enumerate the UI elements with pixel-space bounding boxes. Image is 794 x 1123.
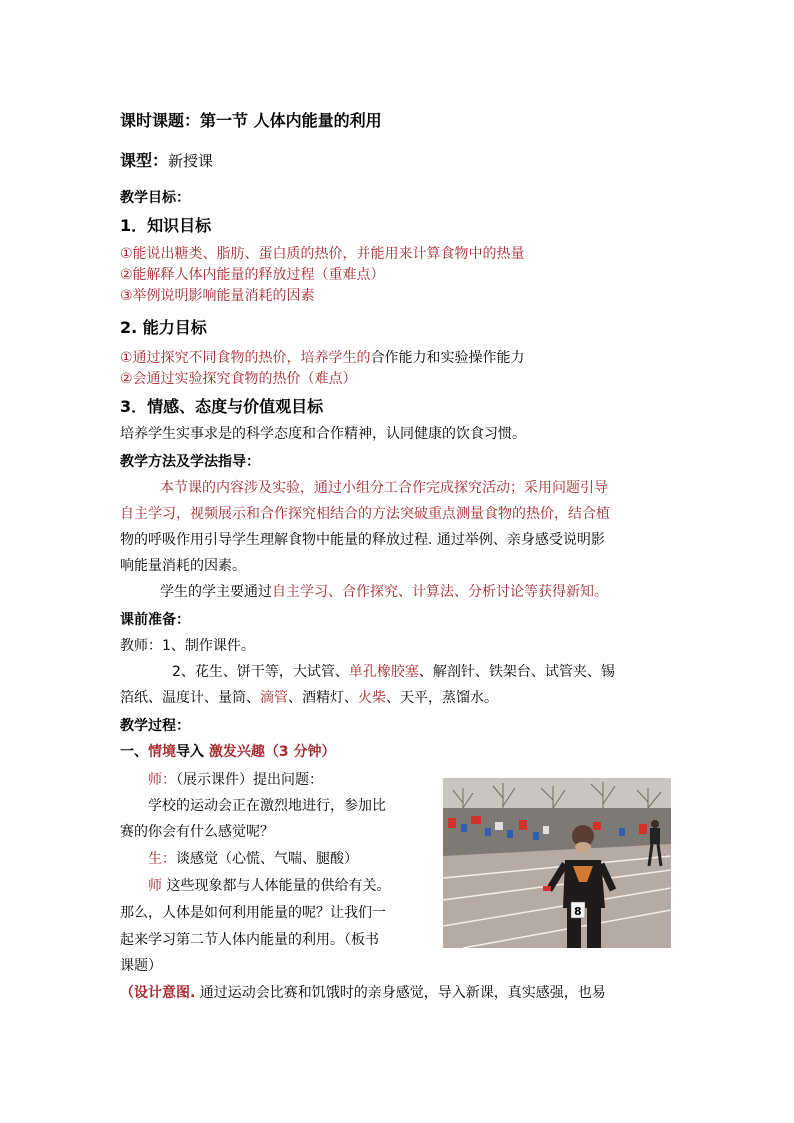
teacher-text-2: 这些现象都与人体能量的供给有关。 [162, 878, 391, 894]
lesson-type-value: 新授课 [168, 152, 214, 170]
teacher-line-4: 起来学习第二节人体内能量的利用。（板书 [120, 932, 379, 948]
prep-line-3-e: 、天平，蒸馏水。 [386, 690, 498, 706]
methods-line-1: 本节课的内容涉及实验，通过小组分工合作完成探究活动；采用问题引导 [160, 480, 608, 496]
section-1-heading [120, 741, 336, 761]
process-heading: 教学过程： [120, 718, 190, 734]
student-line [148, 848, 358, 868]
teacher-line-3: 那么，人体是如何利用能量的呢？让我们一 [120, 905, 386, 921]
prep-line-2 [172, 661, 615, 681]
prep-line-1: 教师：1、制作课件。 [120, 638, 255, 654]
teacher-label-1: 师： [148, 772, 176, 788]
design-intent-label: （设计意图. [120, 985, 196, 1001]
section-1-intro: 导入 [176, 744, 209, 760]
ability-heading: 2. 能力目标 [120, 318, 207, 337]
knowledge-item-2: ②能解释人体内能量的释放过程（重难点） [120, 267, 385, 283]
question-line-1: 学校的运动会正在激烈地进行，参加比 [148, 798, 386, 814]
sports-meet-illustration [443, 778, 671, 948]
methods-line-2: 自主学习，视频展示和合作探究相结合的方法突破重点测量食物的热价，结合植 [120, 506, 610, 522]
methods-line-5-red: 自主学习、合作探究、计算法、分析讨论等获得新知。 [272, 584, 608, 600]
prep-heading: 课前准备： [120, 612, 190, 628]
emotion-heading: 3．情感、态度与价值观目标 [120, 397, 324, 416]
teacher-line-1 [148, 769, 323, 789]
sports-meet-photo [443, 778, 671, 948]
prep-line-3-d: 火柴 [358, 690, 386, 706]
methods-line-5-pre: 学生的学主要通过 [160, 584, 272, 600]
teacher-line-2 [148, 875, 390, 895]
ability-item-1 [120, 347, 525, 367]
lesson-type-label: 课型： [120, 151, 169, 170]
section-1-prefix: 一、 [120, 744, 148, 760]
methods-line-3: 物的呼吸作用引导学生理解食物中能量的释放过程. 通过举例、亲身感受说明影 [120, 532, 605, 548]
methods-line-4: 响能量消耗的因素。 [120, 558, 246, 574]
design-intent-text: 通过运动会比赛和饥饿时的亲身感觉，导入新课，真实感强，也易 [195, 985, 606, 1001]
lesson-title: 课时课题：第一节 人体内能量的利用 [120, 111, 382, 130]
prep-line-3-a: 箔纸、温度计、量筒、 [120, 690, 260, 706]
methods-heading: 教学方法及学法指导： [120, 454, 260, 470]
knowledge-item-3: ③举例说明影响能量消耗的因素 [120, 288, 315, 304]
bib-number: 8 [574, 905, 582, 918]
prep-line-2-a: 2、花生、饼干等，大试管、 [172, 664, 349, 680]
prep-line-3-c: 、酒精灯、 [288, 690, 358, 706]
objectives-heading: 教学目标： [120, 190, 190, 206]
ability-item-1-pre: ①通过探究不同食物的热价，培养学生的 [120, 350, 371, 366]
prep-line-3-b: 滴管 [260, 690, 288, 706]
section-1-interest: 激发兴趣（3 分钟） [208, 744, 336, 760]
teacher-label-2: 师 [148, 878, 162, 894]
design-intent [120, 982, 606, 1002]
question-line-2: 赛的你会有什么感觉呢？ [120, 824, 274, 840]
knowledge-heading: 1．知识目标 [120, 216, 212, 235]
student-label: 生： [148, 851, 176, 867]
ability-item-2: ②会通过实验探究食物的热价（难点） [120, 371, 357, 387]
prep-line-3 [120, 687, 498, 707]
prep-line-2-b: 单孔橡胶塞 [348, 664, 419, 680]
student-text: 谈感觉（心慌、气喘、腿酸） [176, 851, 358, 867]
knowledge-item-1: ①能说出糖类、脂肪、蛋白质的热价，并能用来计算食物中的热量 [120, 246, 525, 262]
section-1-situation: 情境 [148, 744, 176, 760]
prep-line-2-c: 、解剖针、铁架台、试管夹、锡 [418, 664, 615, 680]
lesson-type [120, 148, 213, 171]
teacher-text-1: （展示课件）提出问题： [176, 772, 323, 788]
ability-item-1-red: 合作能力和实验操作能力 [370, 350, 525, 366]
emotion-text: 培养学生实事求是的科学态度和合作精神，认同健康的饮食习惯。 [120, 426, 526, 442]
teacher-line-5: 课题） [120, 958, 162, 974]
methods-line-5 [160, 581, 608, 601]
